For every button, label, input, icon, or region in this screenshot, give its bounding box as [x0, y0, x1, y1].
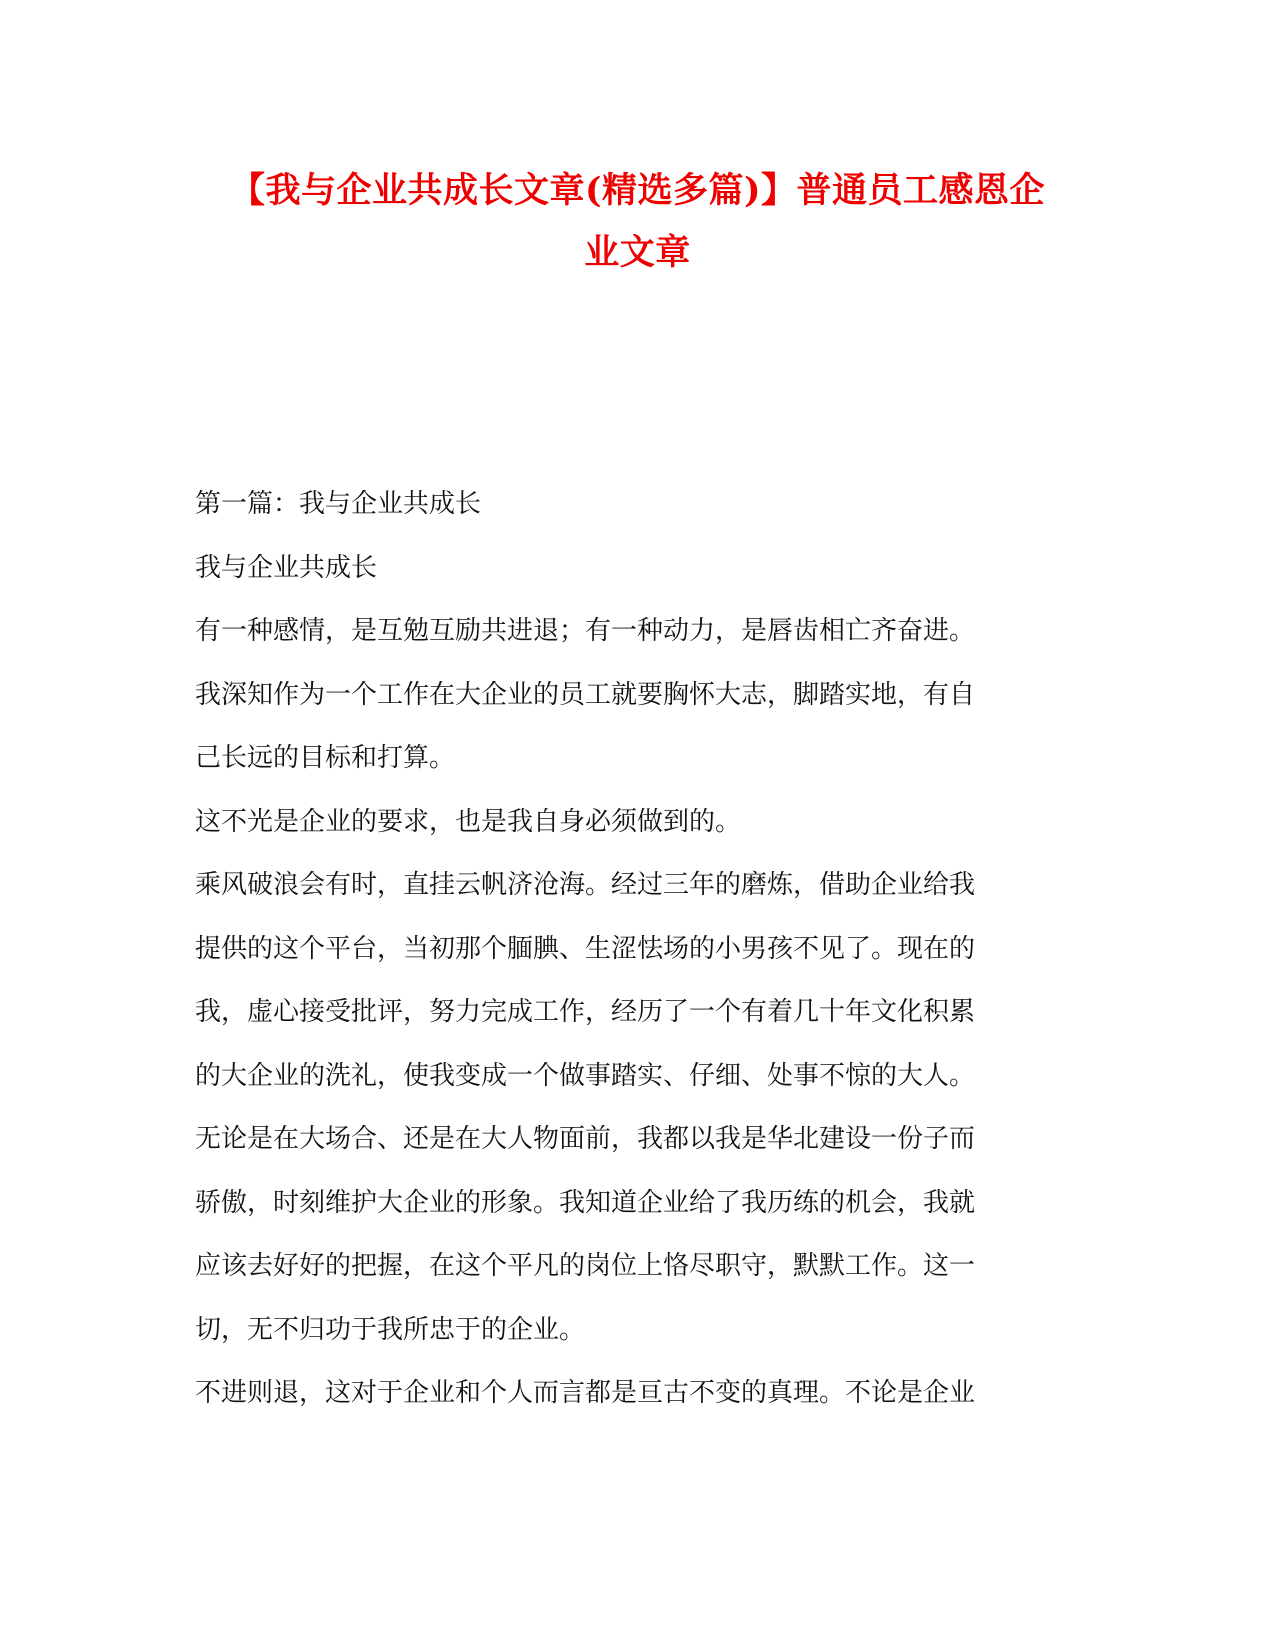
section-subheading: 我与企业共成长: [195, 552, 378, 583]
body-line: 这不光是企业的要求，也是我自身必须做到的。: [195, 806, 742, 837]
body-line: 乘风破浪会有时，直挂云帆济沧海。经过三年的磨炼，借助企业给我: [195, 870, 976, 900]
title-line: 业文章: [584, 232, 691, 273]
body-line: 无论是在大场合、还是在大人物面前，我都以我是华北建设一份子而: [195, 1124, 976, 1154]
body-line: 我深知作为一个工作在大企业的员工就要胸怀大志，脚踏实地，有自: [195, 679, 976, 710]
section-heading: 第一篇：我与企业共成长: [195, 489, 482, 519]
body-line: 有一种感情，是互勉互励共进退；有一种动力，是唇齿相亡齐奋进。: [195, 616, 976, 646]
body-line: 我，虚心接受批评，努力完成工作，经历了一个有着几十年文化积累: [195, 997, 976, 1027]
body-line: 骄傲，时刻维护大企业的形象。我知道企业给了我历练的机会，我就: [195, 1187, 976, 1218]
body-line: 不进则退，这对于企业和个人而言都是亘古不变的真理。不论是企业: [195, 1378, 976, 1408]
document-body: [195, 473, 1075, 1426]
body-line: 的大企业的洗礼，使我变成一个做事踏实、仔细、处事不惊的大人。: [195, 1060, 976, 1091]
body-line: 切，无不归功于我所忠于的企业。: [195, 1314, 586, 1345]
title-line: 【我与企业共成长文章(精选多篇)】普通员工感恩企: [229, 170, 1046, 211]
body-line: 应该去好好的把握，在这个平凡的岗位上恪尽职守，默默工作。这一: [195, 1251, 976, 1281]
body-line: 提供的这个平台，当初那个腼腆、生涩怯场的小男孩不见了。现在的: [195, 933, 976, 964]
body-line: 己长远的目标和打算。: [195, 743, 456, 773]
document-title: [190, 160, 1085, 284]
